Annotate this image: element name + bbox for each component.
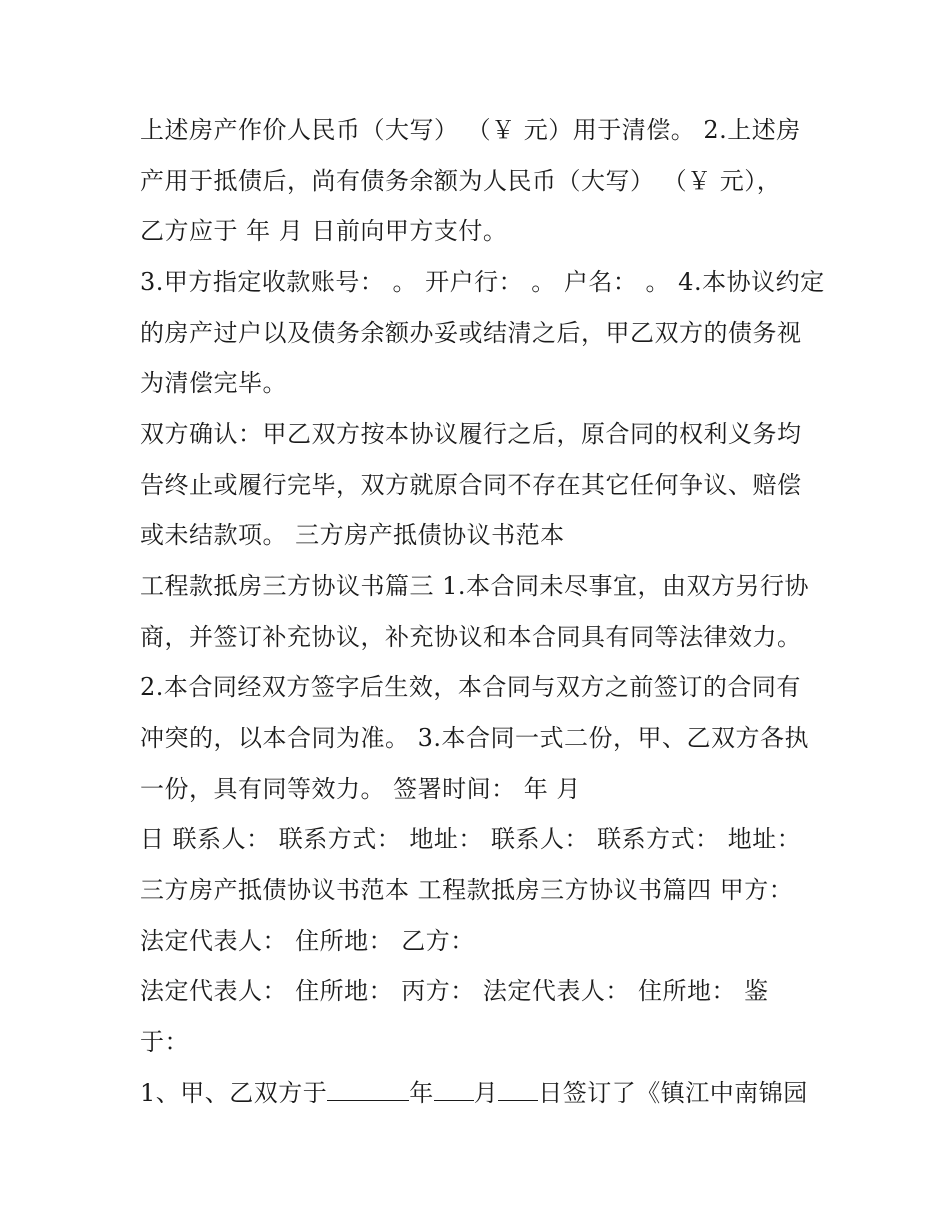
text-line: 法定代表人： 住所地： 丙方： 法定代表人： 住所地： 鉴 — [140, 977, 769, 1005]
text-line: 双方确认：甲乙双方按本协议履行之后，原合同的权利义务均 — [140, 420, 802, 448]
year-label: 年 — [409, 1079, 434, 1107]
year-blank — [327, 1078, 409, 1101]
day-blank — [498, 1078, 538, 1101]
text-line: 法定代表人： 住所地： 乙方： — [140, 927, 475, 955]
text-line: 日 联系人： 联系方式： 地址： 联系人： 联系方式： 地址： — [140, 825, 802, 853]
month-label: 月 — [473, 1079, 499, 1107]
text-line: 工程款抵房三方协议书篇三 1.本合同未尽事宜，由双方另行协 — [140, 572, 810, 600]
text-line: 商，并签订补充协议，补充协议和本合同具有同等法律效力。 — [140, 623, 802, 651]
text-line: 上述房产作价人民币（大写） （￥ 元）用于清偿。 2.上述房 — [140, 116, 801, 144]
text-line: 3.甲方指定收款账号： 。 开户行： 。 户名： 。 4.本协议约定 — [140, 268, 825, 296]
text-line: 的房产过户以及债务余额办妥或结清之后，甲乙双方的债务视 — [140, 319, 802, 347]
month-blank — [434, 1078, 474, 1101]
text-line: 三方房产抵债协议书范本 工程款抵房三方协议书篇四 甲方： — [140, 876, 794, 904]
agreement-date-prefix: 1、甲、乙双方于 — [140, 1079, 328, 1107]
text-line-with-blanks — [140, 1076, 808, 1110]
text-line: 或未结款项。 三方房产抵债协议书范本 — [140, 521, 565, 549]
text-line: 乙方应于 年 月 日前向甲方支付。 — [140, 217, 508, 245]
text-line: 为清偿完毕。 — [140, 369, 287, 397]
text-line: 冲突的，以本合同为准。 3.本合同一式二份，甲、乙双方各执 — [140, 724, 810, 752]
text-line: 产用于抵债后，尚有债务余额为人民币（大写） （￥ 元）， — [140, 167, 782, 195]
text-line: 一份，具有同等效力。 签署时间： 年 月 — [140, 775, 581, 803]
text-line: 2.本合同经双方签字后生效，本合同与双方之前签订的合同有 — [140, 673, 801, 701]
agreement-date-suffix: 日签订了《镇江中南锦园 — [538, 1079, 808, 1107]
text-line: 告终止或履行完毕，双方就原合同不存在其它任何争议、赔偿 — [140, 471, 802, 499]
text-line: 于： — [140, 1028, 189, 1056]
